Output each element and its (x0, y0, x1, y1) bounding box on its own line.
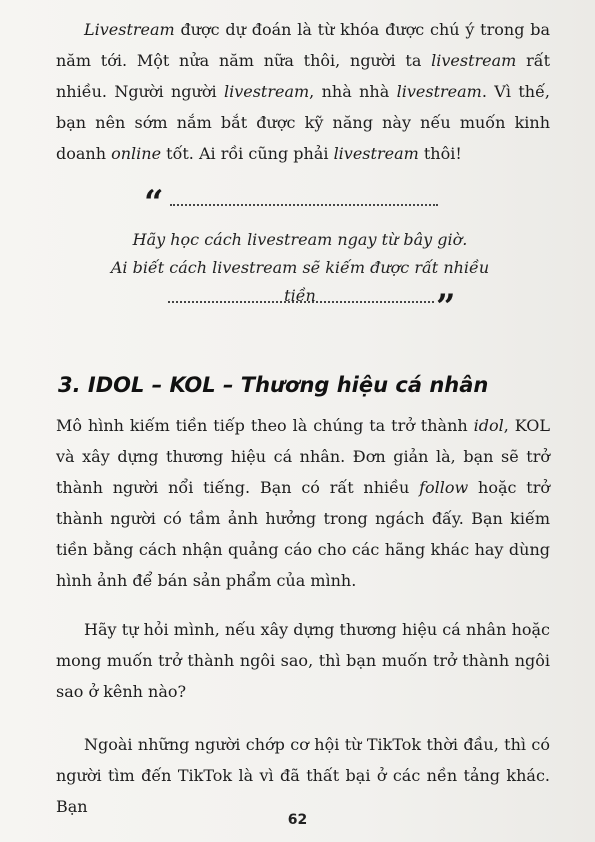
close-quote-icon: ” (436, 287, 456, 327)
quote-bottom-divider (168, 301, 434, 303)
paragraph-livestream-intro: Livestream được dự đoán là từ khóa được chú ý trong ba năm tới. Một nửa năm nữa thôi, người ta livestream rất nhiều. Người người livestream, nhà nhà livestream. Vì thế, bạn nên sớm nắm bắt được kỹ năng này nếu muốn kinh doanh online tốt. Ai rồi cũng phải livestream thôi! (56, 20, 551, 163)
open-quote-icon: “ (144, 183, 164, 223)
paragraph-tiktok: Ngoài những người chớp cơ hội từ TikTok thời đầu, thì có người tìm đến TikTok là vì đã thất bại ở các nền tảng khác. Bạn (56, 735, 550, 816)
paragraph-idol-kol: Mô hình kiếm tiền tiếp theo là chúng ta trở thành idol, KOL và xây dựng thương hiệu cá nhân. Đơn giản là, bạn sẽ trở thành người nổi tiếng. Bạn có rất nhiều follow hoặc trở thành người có tầm ảnh hưởng trong ngách đấy. Bạn kiếm tiền bằng cách nhận quảng cáo cho các hãng khác hay dùng hình ảnh để bán sản phẩm của mình. (56, 416, 550, 590)
quote-top-divider (170, 204, 438, 206)
section-heading: 3. IDOL – KOL – Thương hiệu cá nhân (58, 373, 489, 397)
page-number: 62 (287, 812, 308, 828)
paragraph-self-question: Hãy tự hỏi mình, nếu xây dựng thương hiệu cá nhân hoặc mong muốn trở thành ngôi sao, thì bạn muốn trở thành ngôi sao ở kênh nào? (56, 620, 550, 701)
quote-line-1: Hãy học cách livestream ngay từ bây giờ. (132, 230, 468, 249)
quote-line-2: Ai biết cách livestream sẽ kiếm được rất nhiều tiền (110, 258, 490, 305)
